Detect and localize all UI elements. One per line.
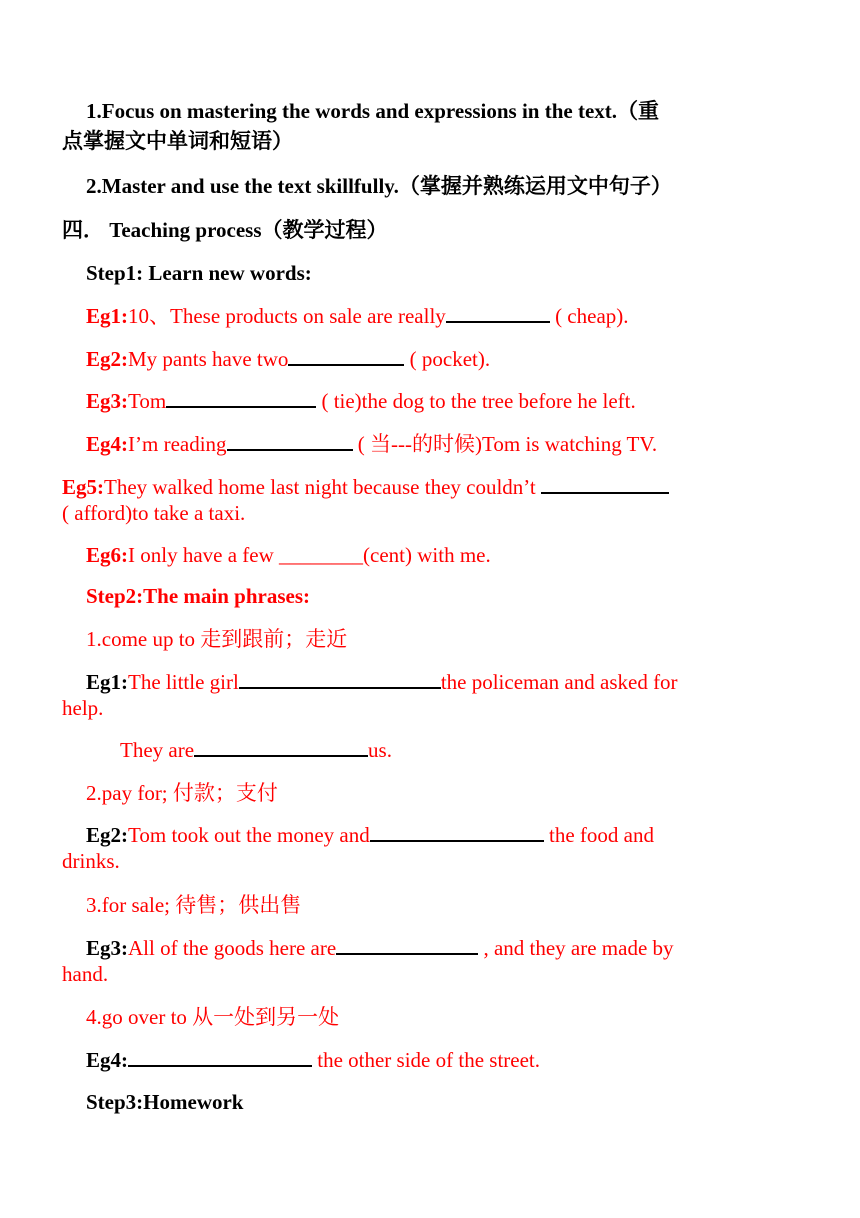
eg3-text: All of the goods here are	[128, 936, 337, 960]
eg3-label: Eg3:	[86, 389, 128, 413]
answer-blank[interactable]	[227, 431, 353, 451]
step2-eg2-line-2: drinks.	[62, 849, 120, 873]
answer-blank[interactable]	[288, 346, 404, 366]
eg1-text: The little girl	[128, 670, 239, 694]
answer-blank[interactable]	[336, 935, 478, 955]
step1-eg4	[86, 431, 657, 457]
eg1-text-end: the policeman and asked for	[440, 670, 678, 694]
eg2-text-end: the food and	[543, 823, 654, 847]
eg3-label: Eg3:	[86, 936, 128, 960]
eg3-text-end: , and they are made by	[478, 936, 674, 960]
objective-1-line-1: 1.Focus on mastering the words and expressions in the text.（重	[86, 99, 660, 123]
eg4-text: I’m reading	[128, 432, 227, 456]
step2-eg1b	[120, 737, 392, 763]
phrase-1: 1.come up to 走到跟前；走近	[86, 627, 348, 651]
answer-blank[interactable]	[370, 822, 544, 842]
step1-eg3	[86, 388, 636, 414]
step2-eg4	[86, 1047, 540, 1073]
step1-eg6	[86, 542, 491, 568]
eg1b-text: They are	[120, 738, 195, 762]
eg2-hint: ( pocket).	[404, 347, 491, 371]
eg5-text: They walked home last night because they couldn’t	[104, 475, 541, 499]
phrase-2: 2.pay for; 付款；支付	[86, 781, 278, 805]
answer-blank[interactable]	[166, 388, 316, 408]
eg2-text: My pants have two	[128, 347, 289, 371]
eg1-hint: ( cheap).	[549, 304, 629, 328]
step1-eg1	[86, 303, 629, 329]
eg4-label: Eg4:	[86, 432, 128, 456]
step2-heading: Step2:The main phrases:	[86, 584, 311, 608]
answer-blank[interactable]	[194, 737, 368, 757]
answer-blank[interactable]	[446, 303, 550, 323]
step3-heading: Step3:Homework	[86, 1090, 244, 1114]
phrase-4: 4.go over to 从一处到另一处	[86, 1005, 340, 1029]
step1-eg5-line-2: ( afford)to take a taxi.	[62, 501, 246, 525]
step2-eg2	[86, 822, 654, 848]
eg2-text: Tom took out the money and	[128, 823, 370, 847]
objective-2: 2.Master and use the text skillfully.（掌握并熟练运用文中句子）	[86, 174, 672, 198]
eg3-hint: ( tie)the dog to the tree before he left.	[316, 389, 636, 413]
eg3-text: Tom	[128, 389, 167, 413]
eg4-hint: ( 当---的时候)Tom is watching TV.	[352, 432, 658, 456]
answer-blank[interactable]	[239, 669, 441, 689]
step1-eg5	[62, 474, 669, 500]
eg2-label: Eg2:	[86, 823, 128, 847]
eg1-label: Eg1:	[86, 304, 128, 328]
step2-eg3-line-2: hand.	[62, 962, 109, 986]
phrase-3: 3.for sale; 待售；供出售	[86, 893, 302, 917]
step2-eg1	[86, 669, 678, 695]
answer-blank[interactable]	[128, 1047, 312, 1067]
eg2-label: Eg2:	[86, 347, 128, 371]
eg4-text: the other side of the street.	[312, 1048, 541, 1072]
step2-eg1-line-2: help.	[62, 696, 104, 720]
eg6-text: I only have a few ________(cent) with me.	[128, 543, 491, 567]
eg1-label: Eg1:	[86, 670, 128, 694]
answer-blank[interactable]	[541, 474, 669, 494]
step2-eg3	[86, 935, 674, 961]
eg4-label: Eg4:	[86, 1048, 128, 1072]
eg6-label: Eg6:	[86, 543, 128, 567]
step1-eg2	[86, 346, 490, 372]
objective-1-line-2: 点掌握文中单词和短语）	[62, 129, 293, 153]
eg1-text: 10、These products on sale are really	[128, 304, 446, 328]
eg1b-text-end: us.	[368, 738, 392, 762]
step1-heading: Step1: Learn new words:	[86, 261, 312, 285]
eg5-label: Eg5:	[62, 475, 104, 499]
teaching-process-heading: 四． Teaching process（教学过程）	[62, 218, 388, 242]
